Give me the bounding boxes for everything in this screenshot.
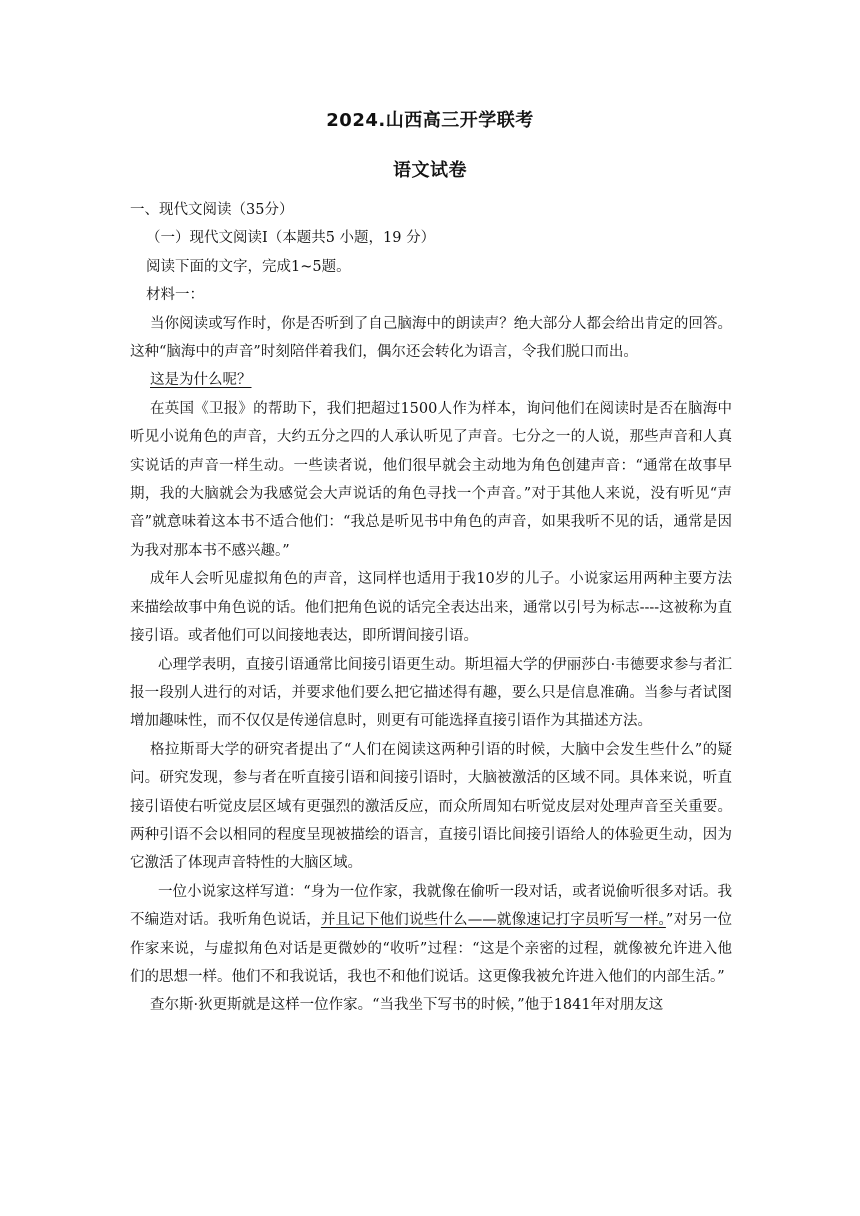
paragraph-1: 当你阅读或写作时，你是否听到了自己脑海中的朗读声？绝大部分人都会给出肯定的回答。这种“脑海中的声音”时刻陪伴着我们，偶尔还会转化为语言，令我们脱口而出。 <box>130 315 732 361</box>
paragraph-5: 心理学表明，直接引语通常比间接引语更生动。斯坦福大学的伊丽莎白·韦德要求参与者汇报一段别人进行的对话，并要求他们要么把它描述得有趣，要么只是信息准确。当参与者试图增加趣味性，而不仅仅是传递信息时，则更有可能选择直接引语作为其描述方法。 <box>130 656 732 730</box>
paragraph-7 <box>130 878 732 992</box>
paragraph-6: 格拉斯哥大学的研究者提出了“人们在阅读这两种引语的时候，大脑中会发生些什么”的疑问。研究发现，参与者在听直接引语和间接引语时，大脑被激活的区域不同。具体来说，听直接引语使右听觉皮层区域有更强烈的激活反应，而众所周知右听觉皮层对处理声音至关重要。两种引语不会以相同的程度呈现被描绘的语言，直接引语比间接引语给人的体验更生动，因为它激活了体现声音特性的大脑区域。 <box>130 741 732 872</box>
paragraph-7-start: 一位小说家这样写道：“身为一位作家，我就像在偷听一段对话，或者说偷听很多对话。我不编造对话。我听角色说话， <box>130 883 732 929</box>
paragraph-7-end: ”对另一位作家来说，与虚拟角色对话是更微妙的“收听”过程：“这是个亲密的过程，就像被允许进入他们的思想一样。他们不和我说话，我也不和他们说话。这更像我被允许进入他们的内部生活。” <box>130 912 733 985</box>
paragraph-8: 查尔斯·狄更斯就是这样一位作家。“当我坐下写书的时候，”他于1841年对朋友这 <box>150 997 664 1014</box>
paragraph-3: 在英国《卫报》的帮助下，我们把超过1500人作为样本，询问他们在阅读时是否在脑海中听见小说角色的声音，大约五分之四的人承认听见了声音。七分之一的人说，那些声音和人真实说话的声音一样生动。一些读者说，他们很早就会主动地为角色创建声音：“通常在故事早期，我的大脑就会为我感觉会大声说话的角色寻找一个声音。”对于其他人来说，没有听见“声音”就意味着这本书不适合他们：“我总是听见书中角色的声音，如果我听不见的话，通常是因为我对那本书不感兴趣。” <box>130 400 732 559</box>
paragraph-2 <box>130 366 732 394</box>
document-title: 2024.山西高三开学联考 <box>326 110 534 131</box>
document-body <box>130 196 732 1020</box>
reading-instruction: 阅读下面的文字，完成1~5题。 <box>146 258 351 275</box>
sub-section-heading: （一）现代文阅读Ⅰ（本题共5 小题，19 分） <box>146 230 436 247</box>
section-heading: 一、现代文阅读（35分） <box>130 202 294 218</box>
document-subtitle: 语文试卷 <box>393 160 467 181</box>
underlined-quote: 并且记下他们说些什么——就像速记打字员听写一样。 <box>320 912 666 929</box>
material-label: 材料一： <box>146 287 204 304</box>
underlined-question: 这是为什么呢？ <box>150 372 252 389</box>
paragraph-4: 成年人会听见虚拟角色的声音，这同样也适用于我10岁的儿子。小说家运用两种主要方法来描绘故事中角色说的话。他们把角色说的话完全表达出来，通常以引号为标志----这被称为直接引语。或者他们可以间接地表达，即所谓间接引语。 <box>130 571 732 645</box>
